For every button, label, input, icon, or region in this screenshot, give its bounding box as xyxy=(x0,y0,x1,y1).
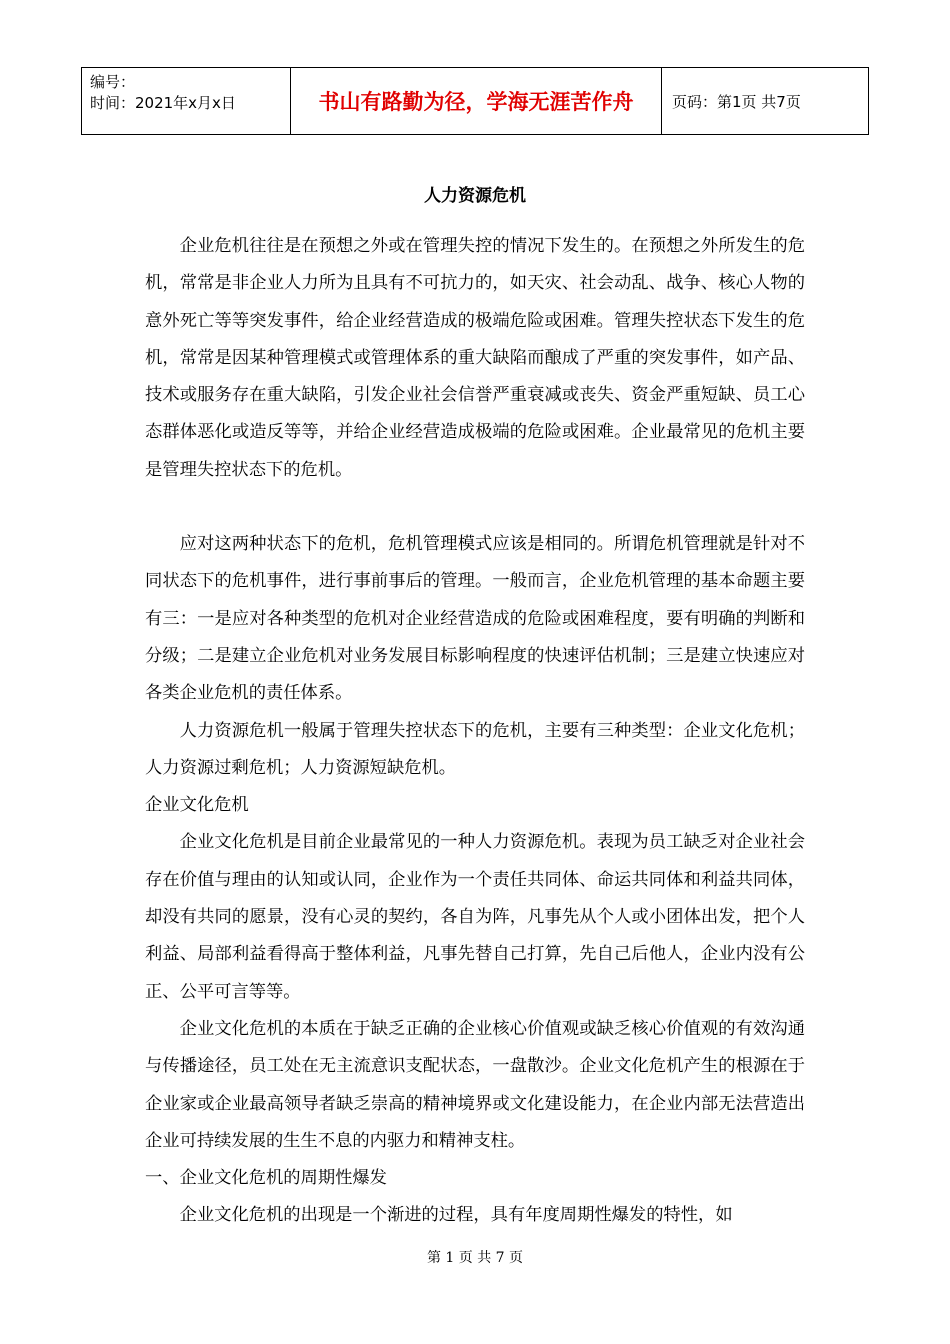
paragraph: 企业危机往往是在预想之外或在管理失控的情况下发生的。在预想之外所发生的危机，常常是非企业人力所为且具有不可抗力的，如天灾、社会动乱、战争、核心人物的意外死亡等等突发事件，给企业经营造成的极端危险或困难。管理失控状态下发生的危机，常常是因某种管理模式或管理体系的重大缺陷而酿成了严重的突发事件，如产品、技术或服务存在重大缺陷，引发企业社会信誉严重衰减或丧失、资金严重短缺、员工心态群体恶化或造反等等，并给企业经营造成极端的危险或困难。企业最常见的危机主要是管理失控状态下的危机。 xyxy=(145,236,805,480)
section-heading: 一、企业文化危机的周期性爆发 xyxy=(145,1168,387,1189)
section-heading: 企业文化危机 xyxy=(145,795,249,816)
header-left-cell xyxy=(82,68,291,135)
header-table xyxy=(81,67,869,135)
document-body xyxy=(145,228,805,1235)
paragraph: 应对这两种状态下的危机，危机管理模式应该是相同的。所谓危机管理就是针对不同状态下的危机事件，进行事前事后的管理。一般而言，企业危机管理的基本命题主要有三：一是应对各种类型的危机对企业经营造成的危险或困难程度，要有明确的判断和分级；二是建立企业危机对业务发展目标影响程度的快速评估机制；三是建立快速应对各类企业危机的责任体系。 xyxy=(145,534,805,704)
paragraph: 企业文化危机是目前企业最常见的一种人力资源危机。表现为员工缺乏对企业社会存在价值与理由的认知或认同，企业作为一个责任共同体、命运共同体和利益共同体，却没有共同的愿景，没有心灵的契约，各自为阵，凡事先从个人或小团体出发，把个人利益、局部利益看得高于整体利益，凡事先替自己打算，先自己后他人，企业内没有公正、公平可言等等。 xyxy=(145,832,805,1002)
time-label: 时间：2021年x月x日 xyxy=(90,94,236,112)
page-info: 页码：第1页 共7页 xyxy=(662,68,869,135)
paragraph: 企业文化危机的出现是一个渐进的过程，具有年度周期性爆发的特性，如 xyxy=(179,1205,733,1226)
serial-label: 编号： xyxy=(90,73,136,91)
document-title: 人力资源危机 xyxy=(424,186,526,206)
paragraph: 企业文化危机的本质在于缺乏正确的企业核心价值观或缺乏核心价值观的有效沟通与传播途径，员工处在无主流意识支配状态，一盘散沙。企业文化危机产生的根源在于企业家或企业最高领导者缺乏崇高的精神境界或文化建设能力，在企业内部无法营造出企业可持续发展的生生不息的内驱力和精神支柱。 xyxy=(145,1018,805,1151)
page-footer: 第 1 页 共 7 页 xyxy=(426,1250,524,1266)
motto: 书山有路勤为径，学海无涯苦作舟 xyxy=(291,68,662,135)
paragraph: 人力资源危机一般属于管理失控状态下的危机，主要有三种类型：企业文化危机；人力资源过剩危机；人力资源短缺危机。 xyxy=(145,720,805,778)
